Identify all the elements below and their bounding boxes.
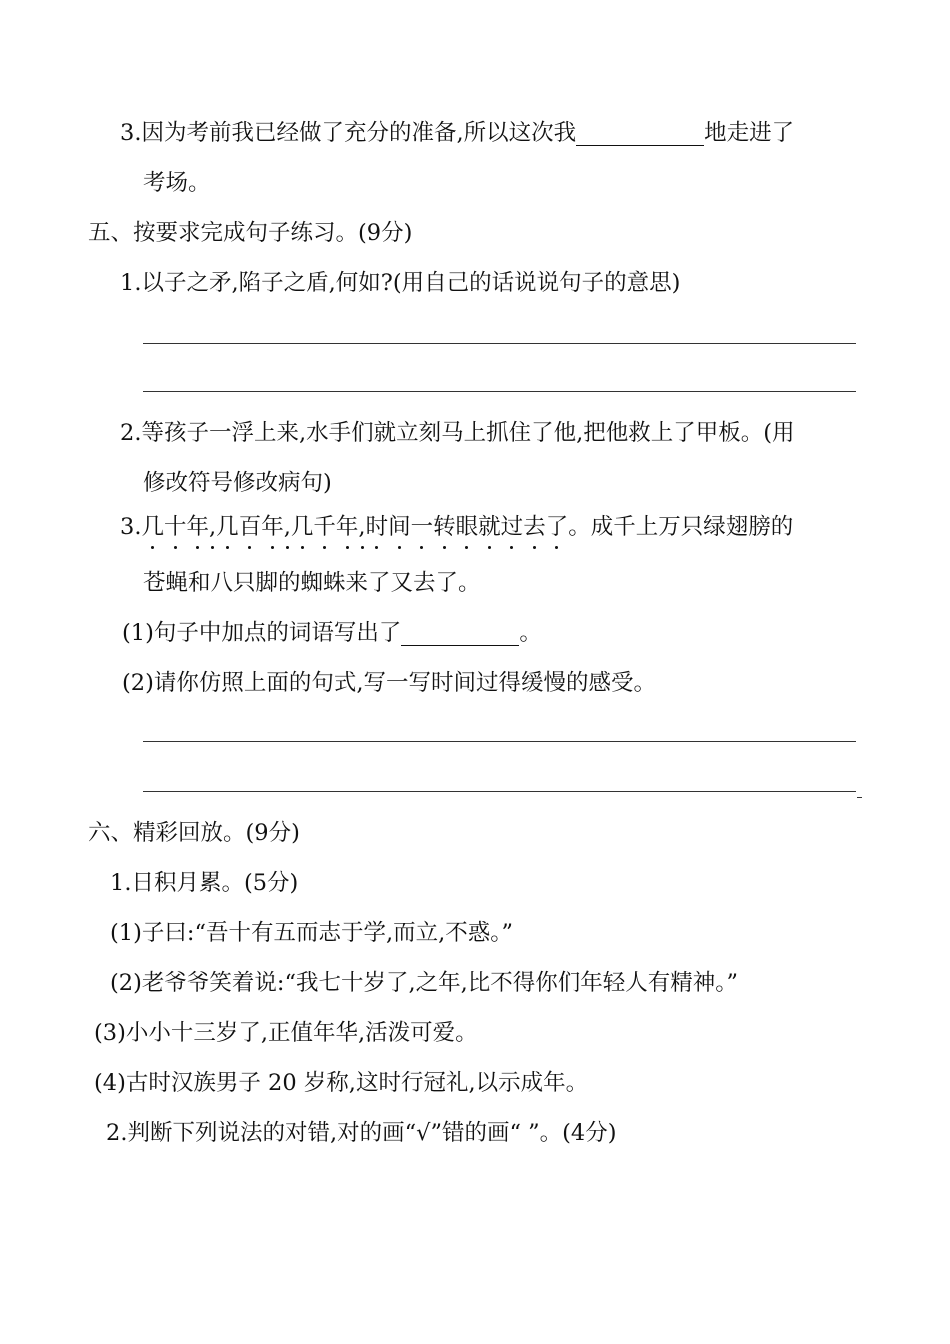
dotted-char: 转: [433, 514, 456, 540]
question-5-1: 1.以子之矛,陷子之盾,何如?(用自己的话说说句子的意思): [120, 270, 681, 296]
dotted-char: 十: [163, 514, 187, 540]
question-5-2-line2: 修改符号修改病句): [143, 470, 332, 496]
question-5-2-line1: 2.等孩子一浮上来,水手们就立刻马上抓住了他,把他救上了甲板。(用: [120, 420, 795, 446]
dotted-char: 几: [216, 514, 239, 540]
fill-blank[interactable]: [576, 122, 704, 146]
dotted-char: 一: [410, 514, 434, 540]
question-5-3-line2: 苍蝇和八只脚的蜘蛛来了又去了。: [143, 570, 481, 596]
dotted-char: 年: [186, 514, 210, 540]
dotted-char: 年: [261, 514, 284, 540]
question-text: (1)句子中加点的词语写出了: [122, 620, 402, 646]
dotted-char: 几: [141, 514, 164, 540]
dotted-char: 百: [238, 514, 262, 540]
question-5-3-sub1: [122, 622, 542, 646]
dotted-phrase: [141, 514, 568, 540]
dotted-char: 年: [335, 514, 359, 540]
question-text: 。: [519, 620, 542, 646]
answer-line[interactable]: [143, 343, 856, 344]
dotted-char: ,: [283, 514, 291, 540]
question-number: 3.: [120, 514, 142, 540]
dotted-char: 过: [500, 514, 524, 540]
question-text: 3.因为考前我已经做了充分的准备,所以这次我: [120, 120, 577, 146]
section-6-heading: 六、精彩回放。(9分): [88, 820, 300, 846]
fill-blank[interactable]: [401, 622, 519, 646]
question-6-1-c: (3)小小十三岁了,正值年华,活泼可爱。: [94, 1020, 478, 1046]
question-6-1-d: (4)古时汉族男子 20 岁称,这时行冠礼,以示成年。: [94, 1070, 589, 1096]
dotted-char: 千: [313, 514, 336, 540]
section-5-heading: 五、按要求完成句子练习。(9分): [88, 220, 413, 246]
question-5-3-sub2: (2)请你仿照上面的句式,写一写时间过得缓慢的感受。: [122, 670, 657, 696]
answer-line[interactable]: [143, 741, 856, 742]
dotted-char: 间: [388, 514, 411, 540]
question-4-3-line2: 考场。: [143, 170, 211, 196]
answer-line[interactable]: [143, 791, 856, 792]
dotted-char: 眼: [455, 514, 479, 540]
answer-line[interactable]: [143, 391, 856, 392]
dotted-char: 了: [545, 514, 569, 540]
question-text: 。成千上万只绿翅膀的: [568, 514, 794, 540]
question-5-3-line1: [120, 516, 793, 539]
question-6-1-b: (2)老爷爷笑着说:“我七十岁了,之年,比不得你们年轻人有精神。”: [110, 970, 739, 996]
stray-mark: [857, 797, 862, 798]
question-6-1: 1.日积月累。(5分): [110, 870, 299, 896]
question-6-2: 2.判断下列说法的对错,对的画“√”错的画“ ”。(4分): [106, 1120, 617, 1146]
question-6-1-a: (1)子曰:“吾十有五而志于学,而立,不惑。”: [110, 920, 514, 946]
dotted-char: ,: [358, 514, 366, 540]
dotted-char: 时: [365, 514, 389, 540]
question-text: 地走进了: [704, 120, 795, 146]
dotted-char: 去: [523, 514, 546, 540]
dotted-char: 就: [478, 514, 501, 540]
question-4-3-line1: [120, 122, 794, 146]
dotted-char: ,: [209, 514, 217, 540]
dotted-char: 几: [290, 514, 314, 540]
